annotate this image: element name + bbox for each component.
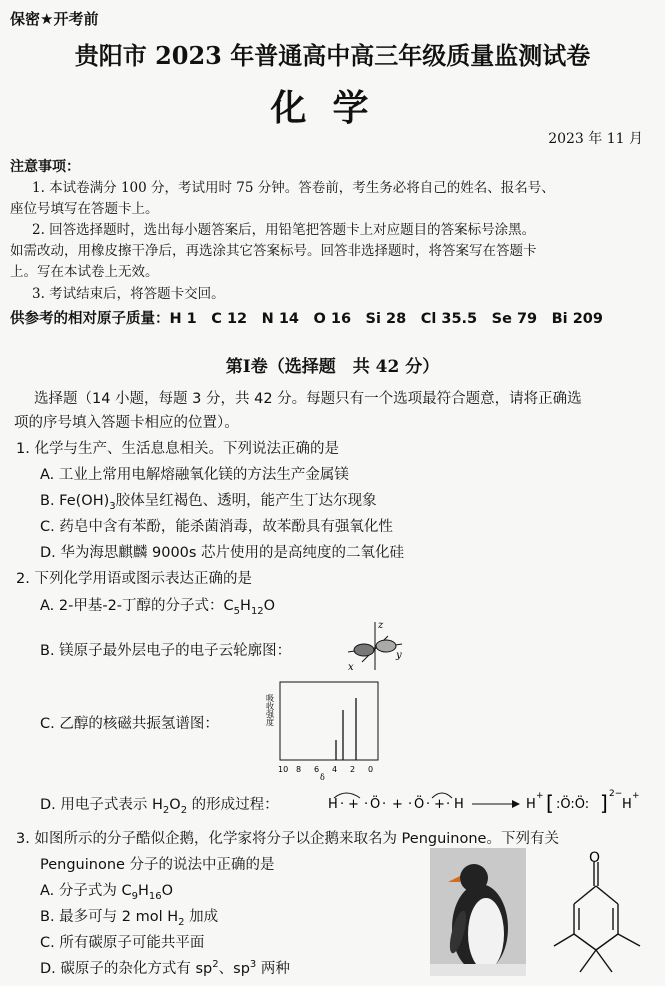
atomic-masses: 供参考的相对原子质量：H 1 C 12 N 14 O 16 Si 28 Cl 35.5 Se 79 Bi 209 [10, 311, 603, 327]
p-orbital-diagram [342, 618, 408, 674]
q1-option-a: A. 工业上常用电解熔融氧化镁的方法生产金属镁 [40, 467, 349, 483]
svg-text:4: 4 [332, 765, 338, 774]
svg-text:·: · [408, 797, 413, 812]
q3-option-d: D. 碳原子的杂化方式有 $sp^2$、$sp^3$ 两种 [40, 959, 290, 977]
svg-text:[: [ [546, 791, 554, 815]
q1-option-c: C. 药皂中含有苯酚，能杀菌消毒，故苯酚具有强氧化性 [40, 519, 393, 535]
svg-text:]: ] [600, 791, 608, 815]
note-line: 3. 考试结束后，将答题卡交回。 [32, 286, 225, 302]
q2-option-a: A. 2-甲基-2-丁醇的分子式：$C_5H_{12}O$ [40, 598, 276, 617]
nmr-spectrum [265, 680, 386, 782]
svg-text:+: + [348, 797, 359, 812]
svg-text:·: · [340, 797, 345, 812]
svg-text::Ö:Ö:: :Ö:Ö: [556, 797, 590, 812]
q2-stem: 2. 下列化学用语或图示表达正确的是 [16, 571, 252, 587]
axis-x-label: x [348, 662, 354, 673]
q3-option-a: A. 分子式为 $C_9H_{16}O$ [40, 883, 174, 902]
part1-instruction-cont: 项的序号填入答题卡相应的位置）。 [14, 415, 239, 431]
part1-instruction: 选择题（14 小题，每题 3 分，共 42 分。每题只有一个选项最符合题意，请将正确选 [34, 391, 582, 407]
svg-text:Ö: Ö [370, 797, 381, 812]
svg-text:Ö: Ö [414, 797, 425, 812]
notes-heading: 注意事项： [10, 159, 80, 175]
nmr-y-label: 吸收强度 [265, 694, 275, 726]
svg-text:H: H [454, 797, 464, 812]
svg-text:+: + [536, 791, 544, 801]
q2-option-d: D. 用电子式表示 $H_2O_2$ 的形成过程： [40, 797, 279, 816]
q2-option-b: B. 镁原子最外层电子的电子云轮廓图： [40, 643, 292, 659]
exam-date: 2023 年 11 月 [548, 131, 643, 147]
note-line: 2. 回答选择题时，选出每小题答案后，用铅笔把答题卡上对应题目的答案标号涂黑。 [32, 222, 536, 238]
svg-text:+: + [632, 791, 640, 801]
axis-y-label: y [396, 650, 402, 661]
nmr-x-label: δ [320, 773, 325, 782]
q2-option-c: C. 乙醇的核磁共振氢谱图： [40, 716, 219, 732]
q3-option-c: C. 所有碳原子可能共平面 [40, 935, 205, 951]
svg-text:·: · [382, 797, 387, 812]
exam-title: 贵阳市 2023 年普通高中高三年级质量监测试卷 [74, 41, 591, 70]
svg-text:8: 8 [296, 765, 302, 774]
svg-text:0: 0 [368, 765, 374, 774]
q3-stem: 3. 如图所示的分子酷似企鹅，化学家将分子以企鹅来取名为 Penguinone。下列有关 [16, 831, 559, 847]
carbonyl-oxygen-label: O [589, 850, 601, 866]
svg-text:H: H [328, 797, 338, 812]
note-line: 1. 本试卷满分 100 分，考试用时 75 分钟。答卷前，考生务必将自己的姓名、报名号、 [32, 180, 555, 196]
q1-option-b: B. $Fe(OH)_3$胶体呈红褐色、透明，能产生丁达尔现象 [40, 493, 377, 512]
svg-text:10: 10 [278, 765, 289, 774]
electron-dot-equation [326, 784, 656, 820]
penguin-photo [430, 848, 526, 976]
svg-text:6: 6 [314, 765, 320, 774]
svg-text:·: · [446, 797, 451, 812]
q1-option-d: D. 华为海思麒麟 9000s 芯片使用的是高纯度的二氧化硅 [40, 545, 405, 561]
svg-text:+: + [434, 797, 445, 812]
penguinone-structure [548, 852, 652, 980]
svg-text:H: H [526, 797, 536, 812]
svg-text:2: 2 [350, 765, 356, 774]
svg-text:·: · [364, 797, 369, 812]
note-line: 座位号填写在答题卡上。 [10, 201, 159, 217]
svg-text:2−: 2− [609, 789, 623, 799]
svg-text:H: H [622, 797, 632, 812]
part1-title: 第Ⅰ卷（选择题 共 42 分） [225, 357, 440, 377]
note-line: 上。写在本试卷上无效。 [10, 264, 159, 280]
subject-title: 化学 [270, 87, 395, 129]
note-line: 如需改动，用橡皮擦干净后，再选涂其它答案标号。回答非选择题时，将答案写在答题卡 [10, 243, 537, 259]
confidential-mark: 保密★开考前 [10, 10, 99, 28]
svg-text:+: + [392, 797, 403, 812]
q1-stem: 1. 化学与生产、生活息息相关。下列说法正确的是 [16, 441, 339, 457]
q3-stem-cont: Penguinone 分子的说法中正确的是 [40, 857, 275, 873]
axis-z-label: z [378, 620, 384, 631]
q3-option-b: B. 最多可与 2 mol $H_2$ 加成 [40, 909, 219, 928]
svg-text:·: · [426, 797, 431, 812]
